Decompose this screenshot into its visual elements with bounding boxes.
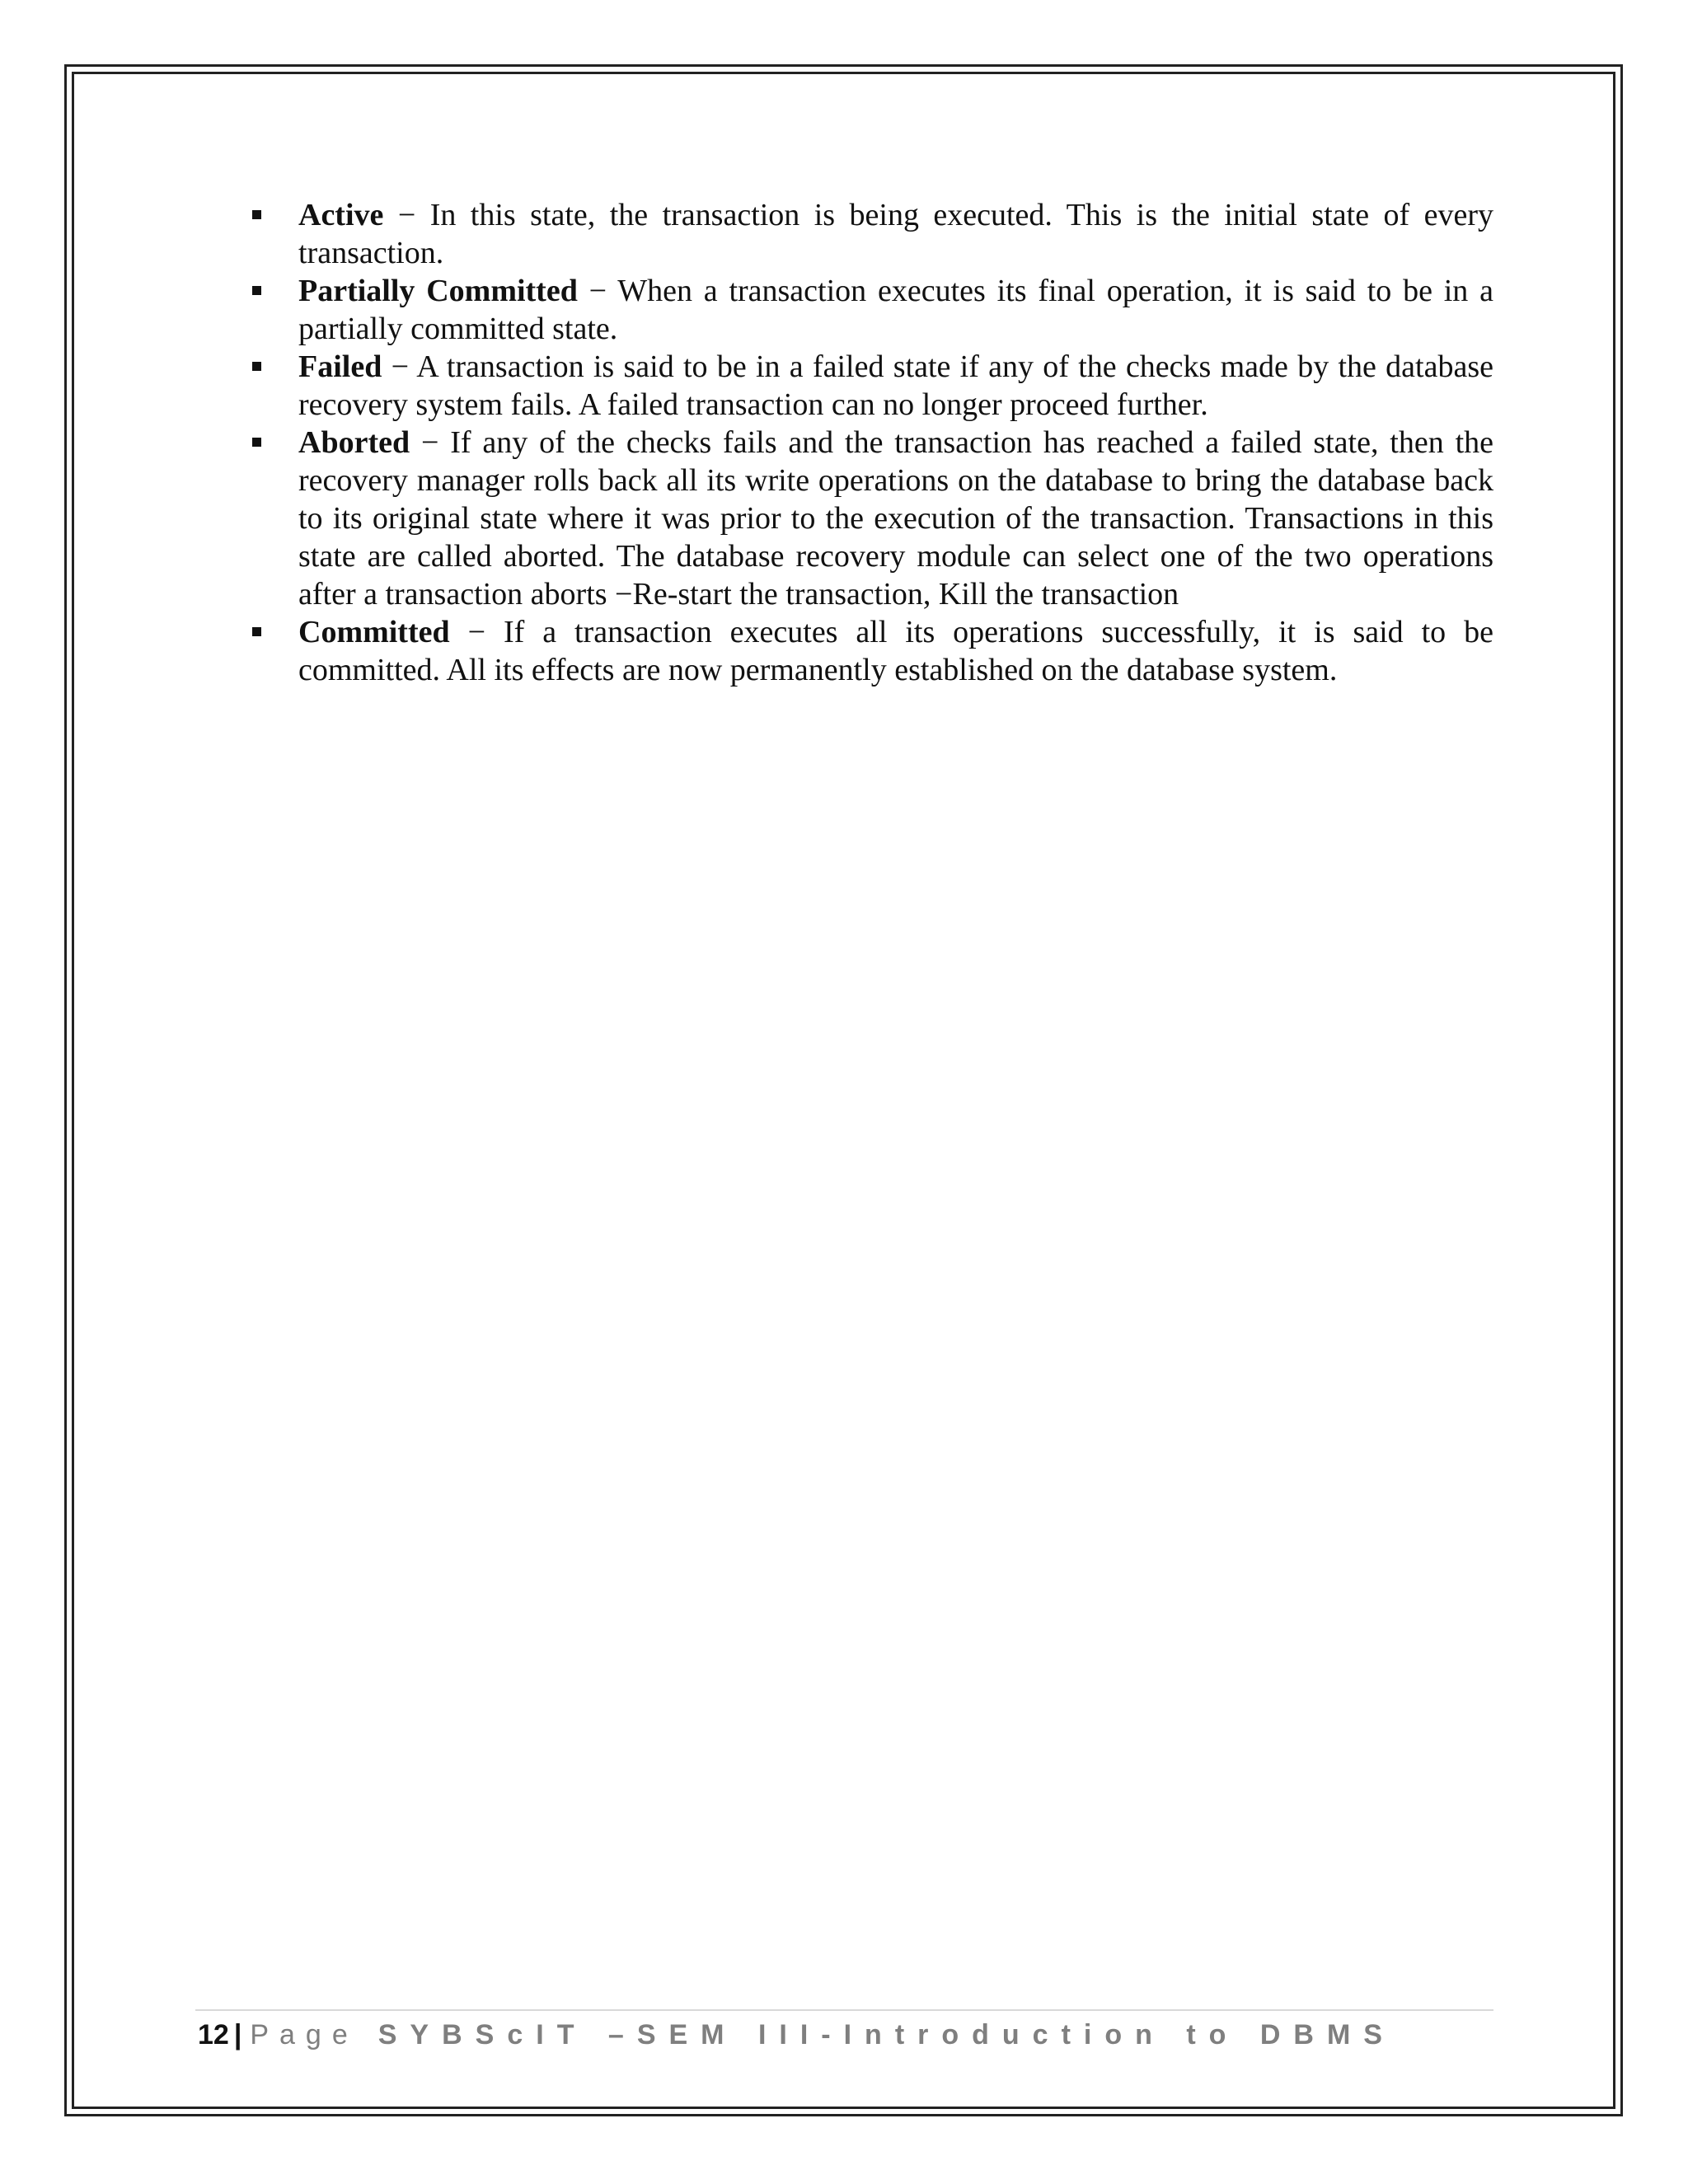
square-bullet-icon — [252, 286, 261, 295]
state-description: − In this state, the transaction is being executed. This is the initial state of every transaction. — [298, 198, 1493, 270]
state-term: Committed — [298, 615, 450, 649]
state-description: − If a transaction executes all its operations successfully, it is said to be committed. All its effects are now permanently established on the database system. — [298, 615, 1493, 687]
square-bullet-icon — [252, 438, 261, 447]
square-bullet-icon — [252, 210, 261, 219]
list-item — [298, 613, 1493, 689]
state-term: Active — [298, 198, 384, 232]
state-term: Partially Committed — [298, 274, 578, 308]
square-bullet-icon — [252, 362, 261, 371]
state-term: Aborted — [298, 425, 410, 460]
list-item — [298, 196, 1493, 272]
list-item — [298, 424, 1493, 613]
course-title: SYBScIT –SEM III-Introduction to DBMS — [377, 2019, 1395, 2050]
page-number: 12 — [198, 2019, 229, 2050]
state-description: − If any of the checks fails and the transaction has reached a failed state, then the recovery manager rolls back all its write operations on the database to bring the database back to its original state where it was prior to the execution of the transaction. Transactions in this state are called aborted. The database recovery module can select one of the two operations after a transaction aborts −Re-start the transaction, Kill the transaction — [298, 425, 1493, 612]
state-description: − When a transaction executes its final operation, it is said to be in a partially committed state. — [298, 274, 1493, 346]
square-bullet-icon — [252, 627, 261, 636]
list-item — [298, 272, 1493, 348]
page-label: Page — [250, 2019, 359, 2050]
transaction-states-list — [298, 196, 1493, 689]
list-item — [298, 348, 1493, 424]
state-description: − A transaction is said to be in a failed state if any of the checks made by the database recovery system fails. A failed transaction can no longer proceed further. — [298, 349, 1493, 422]
footer-divider — [195, 2009, 1493, 2011]
state-term: Failed — [298, 349, 382, 384]
page-footer — [198, 2017, 1395, 2053]
document-body — [298, 196, 1493, 689]
footer-separator: | — [233, 2019, 242, 2050]
